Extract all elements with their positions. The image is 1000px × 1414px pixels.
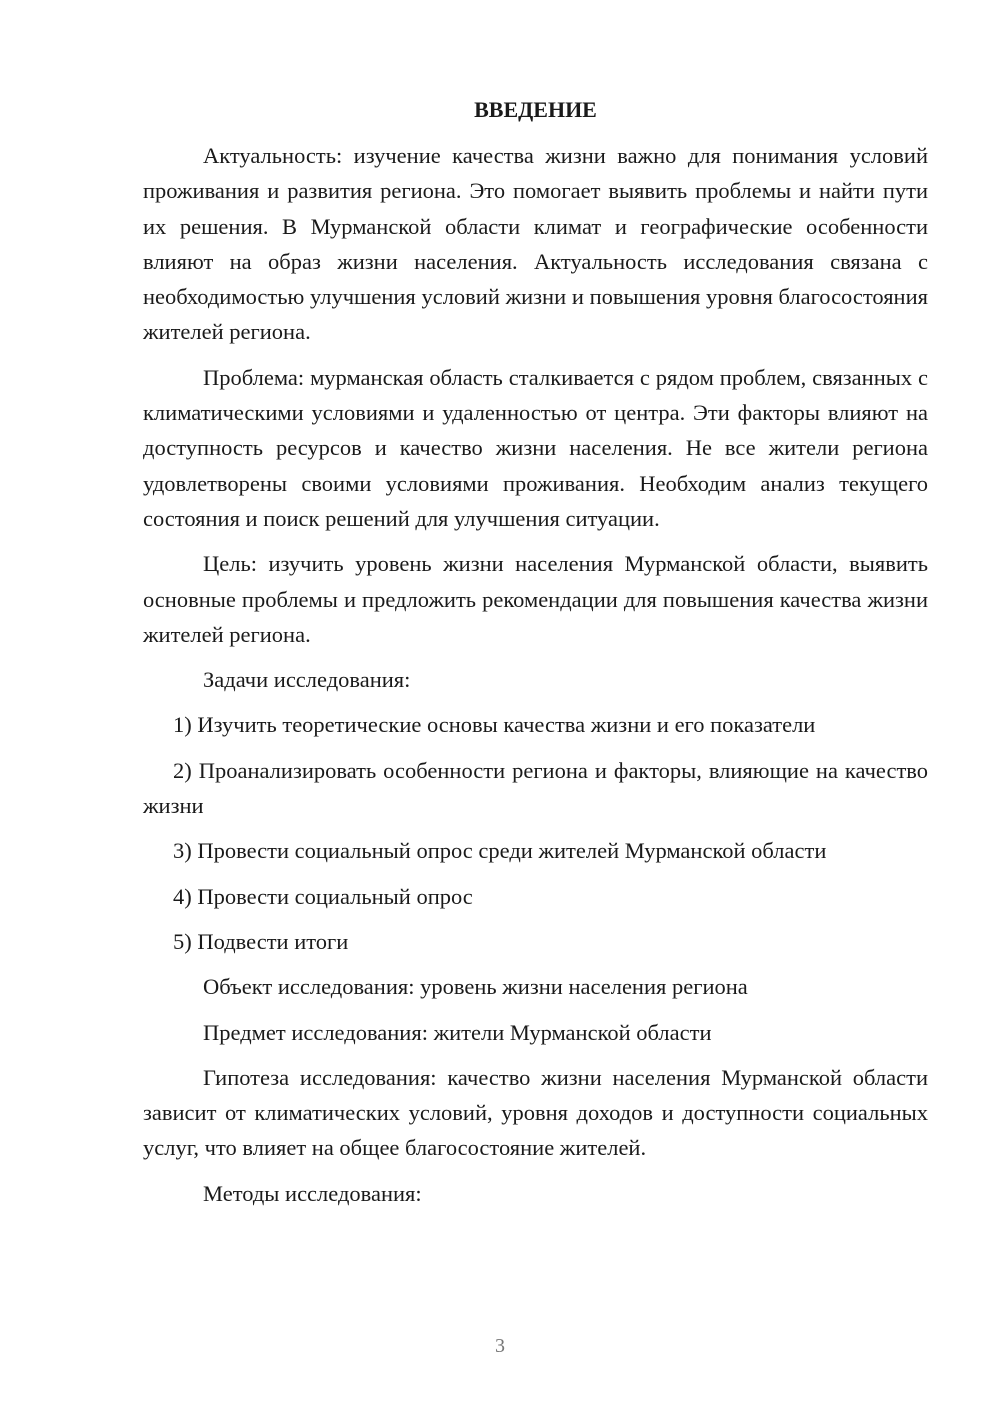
task-item-3: 3) Провести социальный опрос среди жителей Мурманской области: [173, 838, 827, 864]
research-hypothesis: Гипотеза исследования: качество жизни населения Мурманской области зависит от климатических условий, уровня доходов и доступности социальных услуг, что влияет на общее благосостояние жителей.: [143, 1064, 928, 1161]
page-number: 3: [495, 1335, 505, 1357]
section-title: ВВЕДЕНИЕ: [474, 97, 597, 122]
paragraph-relevance: Актуальность: изучение качества жизни важно для понимания условий проживания и развития региона. Это помогает выявить проблемы и найти пути их решения. В Мурманской области климат и географические особенности влияют на образ жизни населения. Актуальность исследования связана с необходимостью улучшения условий жизни и повышения уровня благосостояния жителей региона.: [143, 143, 928, 345]
task-item-1: 1) Изучить теоретические основы качества жизни и его показатели: [173, 712, 816, 738]
paragraph-goal: Цель: изучить уровень жизни населения Мурманской области, выявить основные проблемы и предложить рекомендации для повышения качества жизни жителей региона.: [143, 551, 928, 647]
task-item-2: 2) Проанализировать особенности региона и факторы, влияющие на качество жизни: [143, 757, 928, 819]
paragraph-problem: Проблема: мурманская область сталкивается с рядом проблем, связанных с климатическими условиями и удаленностью от центра. Эти факторы влияют на доступность ресурсов и качество жизни населения. Не все жители региона удовлетворены своими условиями проживания. Необходим анализ текущего состояния и поиск решений для улучшения ситуации.: [143, 364, 928, 531]
tasks-heading: Задачи исследования:: [203, 667, 411, 693]
page-content: [143, 92, 928, 1221]
methods-heading: Методы исследования:: [203, 1180, 422, 1206]
task-item-4: 4) Провести социальный опрос: [173, 883, 473, 909]
research-object: Объект исследования: уровень жизни населения региона: [203, 974, 748, 1000]
task-item-5: 5) Подвести итоги: [173, 928, 349, 954]
research-subject: Предмет исследования: жители Мурманской области: [203, 1019, 712, 1045]
